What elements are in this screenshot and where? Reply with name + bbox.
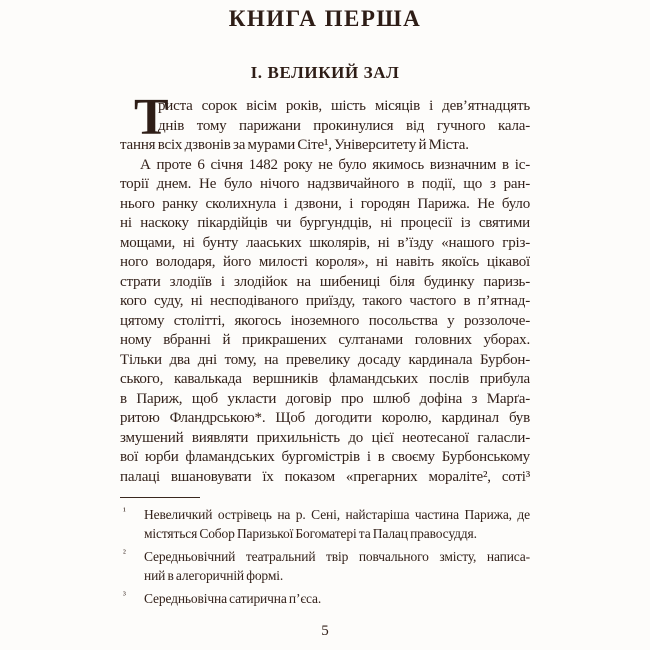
body-line: мощами, ні бунту лааських школярів, ні в’їзду «нашого гріз- <box>120 234 530 251</box>
footnote-line: Середньовічна сатирична п’єса. <box>144 591 322 606</box>
chapter-title: І. ВЕЛИКИЙ ЗАЛ <box>250 63 400 82</box>
body-line: торії днем. Не було нічого надзвичайного в події, що з ран- <box>120 176 530 192</box>
body-line: тання всіх дзвонів за мурами Сіте¹, Університету й Міста. <box>120 137 469 153</box>
footnote-line: містяться Собор Паризької Богоматері та Палац правосуддя. <box>144 526 477 541</box>
footnotes-section <box>120 497 530 608</box>
footnote-line: ний в алегоричній формі. <box>144 568 284 583</box>
body-line: ні наскоку пікардійців чи бургундців, ні процесії із святими <box>120 215 530 231</box>
footnote-divider <box>120 497 200 498</box>
body-line: кого суду, ні несподіваного приїзду, такого частого в п’ятнад- <box>120 293 530 309</box>
body-line: в Париж, щоб укласти договір про шлюб дофіна з Марґа- <box>120 390 530 407</box>
footnote-marker: ² <box>123 549 126 559</box>
body-line: змушений виявляти прихильність до цієї неотесаної галасли- <box>120 429 530 446</box>
footnote-marker: ¹ <box>123 507 126 517</box>
footnote <box>120 547 530 585</box>
body-line: вої юрби фламандських бургомістрів і в своєму Бурбонському <box>120 449 530 465</box>
book-title: КНИГА ПЕРША <box>228 6 422 31</box>
body-line: страти злодіїв і злодійок на шибениці біля будинку паризь- <box>120 273 530 290</box>
page-number: 5 <box>321 623 329 639</box>
footnote <box>120 589 530 608</box>
body-line: ного володаря, його милості короля», ні навіть якоїсь цікавої <box>120 254 530 270</box>
footnote <box>120 505 530 543</box>
footnote-marker: ³ <box>123 591 126 601</box>
body-line: цятому столітті, якогось іноземного посольства у роззолоче- <box>120 312 530 329</box>
footnote-text <box>144 547 530 585</box>
footnote-line: Невеличкий острівець на р. Сені, найстаріша частина Парижа, де <box>144 507 530 522</box>
body-line: днів тому парижани прокинулися від гучного кала- <box>158 117 530 134</box>
body-line: нього ранку сколихнула і дзвони, і городян Парижа. Не було <box>120 195 530 212</box>
body-line: ського, кавалькада вершників фламандських послів прибула <box>120 371 530 387</box>
body-line: ному вбранні й прикрашених султанами головних уборах. <box>120 332 530 348</box>
body-line: А проте 6 січня 1482 року не було якимось визначним в іс- <box>140 156 530 173</box>
body-line: палаці вшановувати їх показом «прегарних мораліте², соті³ <box>120 468 530 485</box>
footnote-text <box>144 589 530 608</box>
body-line: ритою Фландрською*. Щоб догодити королю, кардинал був <box>120 410 530 426</box>
body-text <box>120 89 530 487</box>
footnote-line: Середньовічний театральний твір повчального змісту, написа- <box>144 549 530 564</box>
footnote-text <box>144 505 530 543</box>
body-line: риста сорок вісім років, шість місяців і дев’ятнадцять <box>158 98 530 114</box>
body-line: Тільки два дні тому, на превелику досаду кардинала Бурбон- <box>120 351 530 368</box>
drop-cap: Т <box>134 89 169 146</box>
